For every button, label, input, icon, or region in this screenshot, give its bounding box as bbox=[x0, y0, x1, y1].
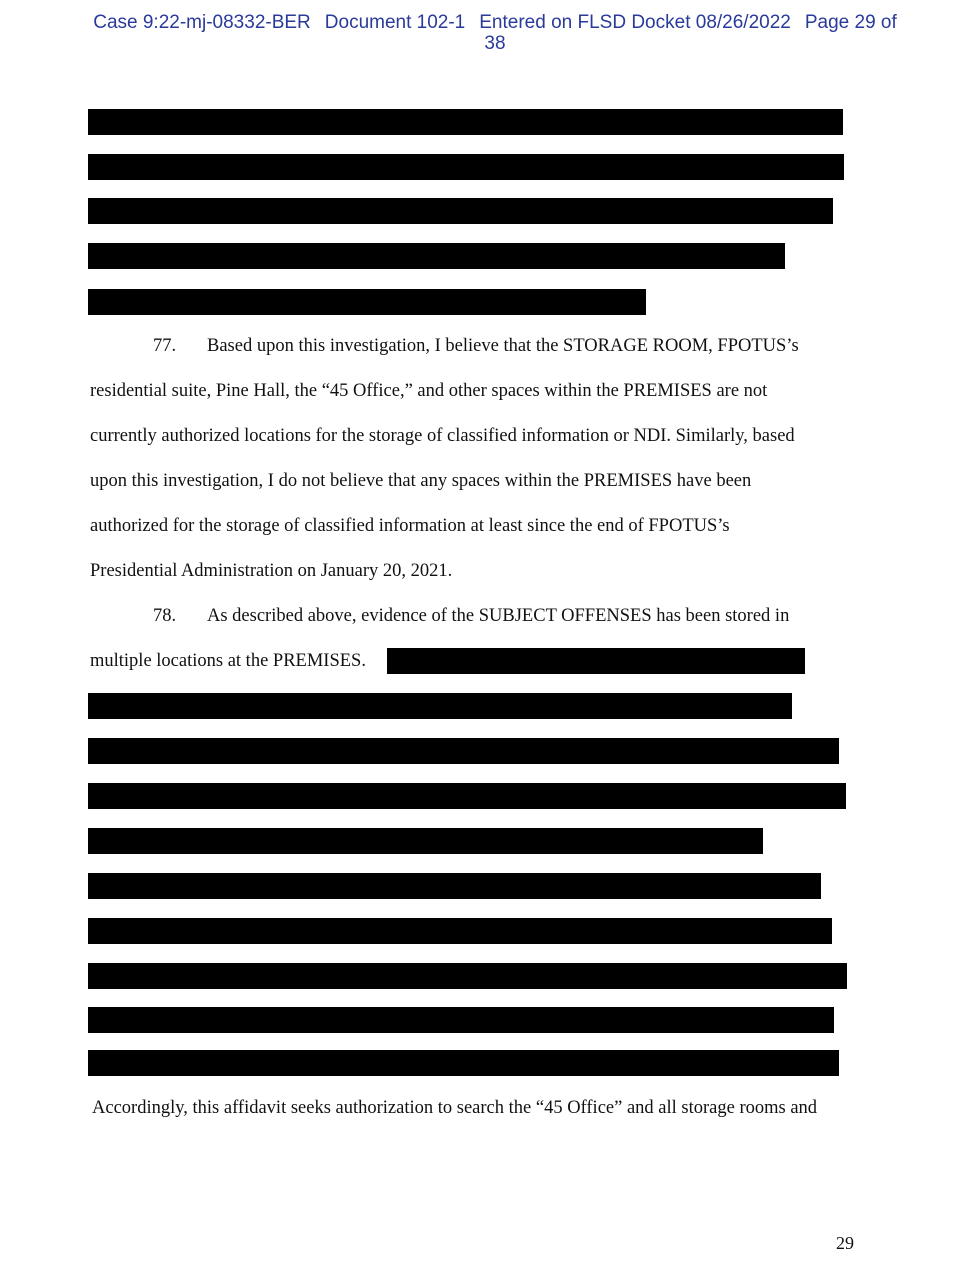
page-of: Page 29 of bbox=[804, 12, 897, 33]
closing-line: Accordingly, this affidavit seeks authorization to search the “45 Office” and all storage rooms and bbox=[92, 1098, 818, 1118]
paragraph-line: authorized for the storage of classified information at least since the end of FPOTUS’s bbox=[90, 516, 730, 536]
paragraph-line: multiple locations at the PREMISES. bbox=[90, 651, 366, 671]
redaction-bar bbox=[88, 873, 821, 899]
redaction-bar bbox=[387, 648, 805, 674]
redaction-bar bbox=[88, 963, 847, 989]
paragraph-line: Presidential Administration on January 20, 2021. bbox=[90, 561, 453, 581]
paragraph-line: currently authorized locations for the storage of classified information or NDI. Similarly, based bbox=[90, 426, 795, 446]
redaction-bar bbox=[88, 1007, 834, 1033]
entered-date: Entered on FLSD Docket 08/26/2022 bbox=[479, 12, 791, 33]
redaction-bar bbox=[88, 243, 785, 269]
paragraph-line: As described above, evidence of the SUBJECT OFFENSES has been stored in bbox=[207, 606, 790, 626]
redaction-bar bbox=[88, 198, 833, 224]
document-number: Document 102-1 bbox=[324, 12, 466, 33]
paragraph-line: Based upon this investigation, I believe that the STORAGE ROOM, FPOTUS’s bbox=[207, 336, 799, 356]
docket-header bbox=[60, 12, 930, 54]
redaction-bar bbox=[88, 289, 646, 315]
paragraph-number: 78. bbox=[153, 606, 177, 626]
case-number: Case 9:22-mj-08332-BER bbox=[93, 12, 311, 33]
redaction-bar bbox=[88, 738, 839, 764]
paragraph-line: upon this investigation, I do not believe that any spaces within the PREMISES have been bbox=[90, 471, 752, 491]
redaction-bar bbox=[88, 783, 846, 809]
page-total: 38 bbox=[484, 33, 506, 54]
page-number: 29 bbox=[836, 1233, 854, 1253]
paragraph-number: 77. bbox=[153, 336, 177, 356]
redaction-bar bbox=[88, 693, 792, 719]
redaction-bar bbox=[88, 109, 843, 135]
redaction-bar bbox=[88, 1050, 839, 1076]
paragraph-line: residential suite, Pine Hall, the “45 Office,” and other spaces within the PREMISES are not bbox=[90, 381, 768, 401]
redaction-bar bbox=[88, 154, 844, 180]
redaction-bar bbox=[88, 828, 763, 854]
redaction-bar bbox=[88, 918, 832, 944]
